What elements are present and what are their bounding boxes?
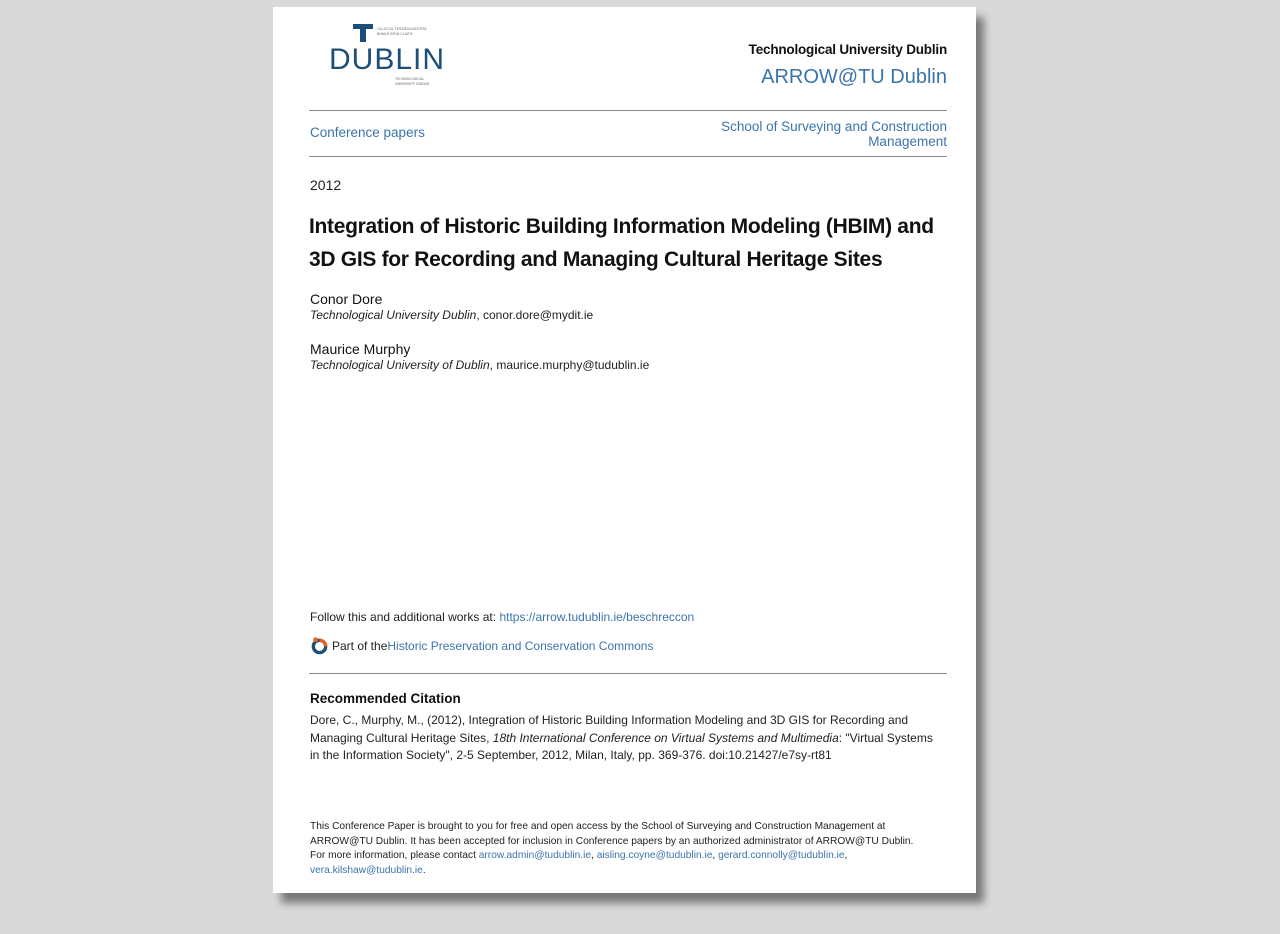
- network-commons-icon: [310, 636, 329, 655]
- contact-email-link[interactable]: arrow.admin@tudublin.ie: [478, 850, 592, 861]
- university-name: Technological University Dublin: [748, 42, 947, 57]
- access-notice: [310, 820, 930, 878]
- author-affiliation: [310, 358, 649, 373]
- paper-title: Integration of Historic Building Information Modeling (HBIM) and 3D GIS for Recording and Managing Cultural Heritage Sites: [309, 215, 934, 271]
- citation-text: [310, 712, 940, 765]
- svg-text:BHAILE ÁTHA CLIATH: BHAILE ÁTHA CLIATH: [377, 32, 413, 36]
- email-separator: ,: [844, 850, 848, 861]
- email-separator: ,: [712, 850, 719, 861]
- follow-url-link[interactable]: https://arrow.tudublin.ie/beschreccon: [499, 610, 695, 624]
- footer-end: .: [422, 864, 426, 876]
- svg-text:OLLSCOIL TEICNEOLAÍOCHTA: OLLSCOIL TEICNEOLAÍOCHTA: [377, 27, 427, 31]
- department-line-1: School of Surveying and Construction: [721, 119, 947, 134]
- logo-wordmark: DUBLIN: [329, 43, 444, 76]
- author-name: Conor Dore: [310, 291, 383, 307]
- divider-citation: [309, 673, 947, 674]
- publication-year: 2012: [310, 177, 342, 193]
- affiliation-name: Technological University Dublin: [310, 308, 477, 322]
- tu-dublin-logo-icon: [329, 22, 444, 90]
- divider-top: [309, 110, 947, 111]
- citation-part-2: : "Virtual Systems in the Information Society", 2-5 September, 2012, Milan, Italy, pp. 369-376. doi:10.21427/e7sy-rt81: [310, 730, 933, 762]
- follow-label: Follow this and additional works at:: [310, 610, 500, 624]
- tu-dublin-logo: [329, 22, 444, 90]
- document-page: [273, 7, 976, 893]
- author-email: , maurice.murphy@tudublin.ie: [489, 358, 650, 372]
- author-2: [310, 341, 649, 373]
- svg-text:UNIVERSITY DUBLIN: UNIVERSITY DUBLIN: [395, 82, 430, 86]
- contact-email-link[interactable]: gerard.connolly@tudublin.ie: [718, 850, 845, 861]
- citation-heading: Recommended Citation: [310, 691, 461, 706]
- author-affiliation: [310, 308, 593, 323]
- access-notice-text: This Conference Paper is brought to you for free and open access by the School of Surveying and Construction Management at ARROW@TU Dublin. It has been accepted for inclusion in Conference papers by an authorized administrator of ARROW@TU Dublin. For more information, please contact: [310, 821, 914, 861]
- author-email: , conor.dore@mydit.ie: [476, 308, 594, 322]
- collection-link[interactable]: Conference papers: [310, 125, 425, 140]
- repository-link[interactable]: ARROW@TU Dublin: [761, 66, 947, 88]
- author-name: Maurice Murphy: [310, 341, 411, 357]
- affiliation-name: Technological University of Dublin: [310, 358, 490, 372]
- author-1: [310, 291, 593, 323]
- follow-line: [310, 610, 694, 624]
- email-separator: ,: [591, 850, 597, 861]
- citation-conference: 18th International Conference on Virtual Systems and Multimedia: [492, 730, 839, 745]
- commons-link[interactable]: Historic Preservation and Conservation Commons: [387, 638, 654, 653]
- svg-text:TECHNOLOGICAL: TECHNOLOGICAL: [395, 77, 424, 81]
- contact-email-link[interactable]: vera.kilshaw@tudublin.ie: [310, 864, 423, 876]
- part-of-label: Part of the: [332, 638, 388, 653]
- contact-email-link[interactable]: aisling.coyne@tudublin.ie: [596, 850, 713, 861]
- department-link[interactable]: [647, 119, 947, 149]
- citation-part-1: Dore, C., Murphy, M., (2012), Integration of Historic Building Information Modeling and 3D GIS for Recording and Managing Cultural Heritage Sites,: [310, 713, 909, 745]
- part-of-line: [310, 636, 653, 655]
- divider-collection: [309, 156, 947, 157]
- department-line-2: Management: [868, 134, 947, 149]
